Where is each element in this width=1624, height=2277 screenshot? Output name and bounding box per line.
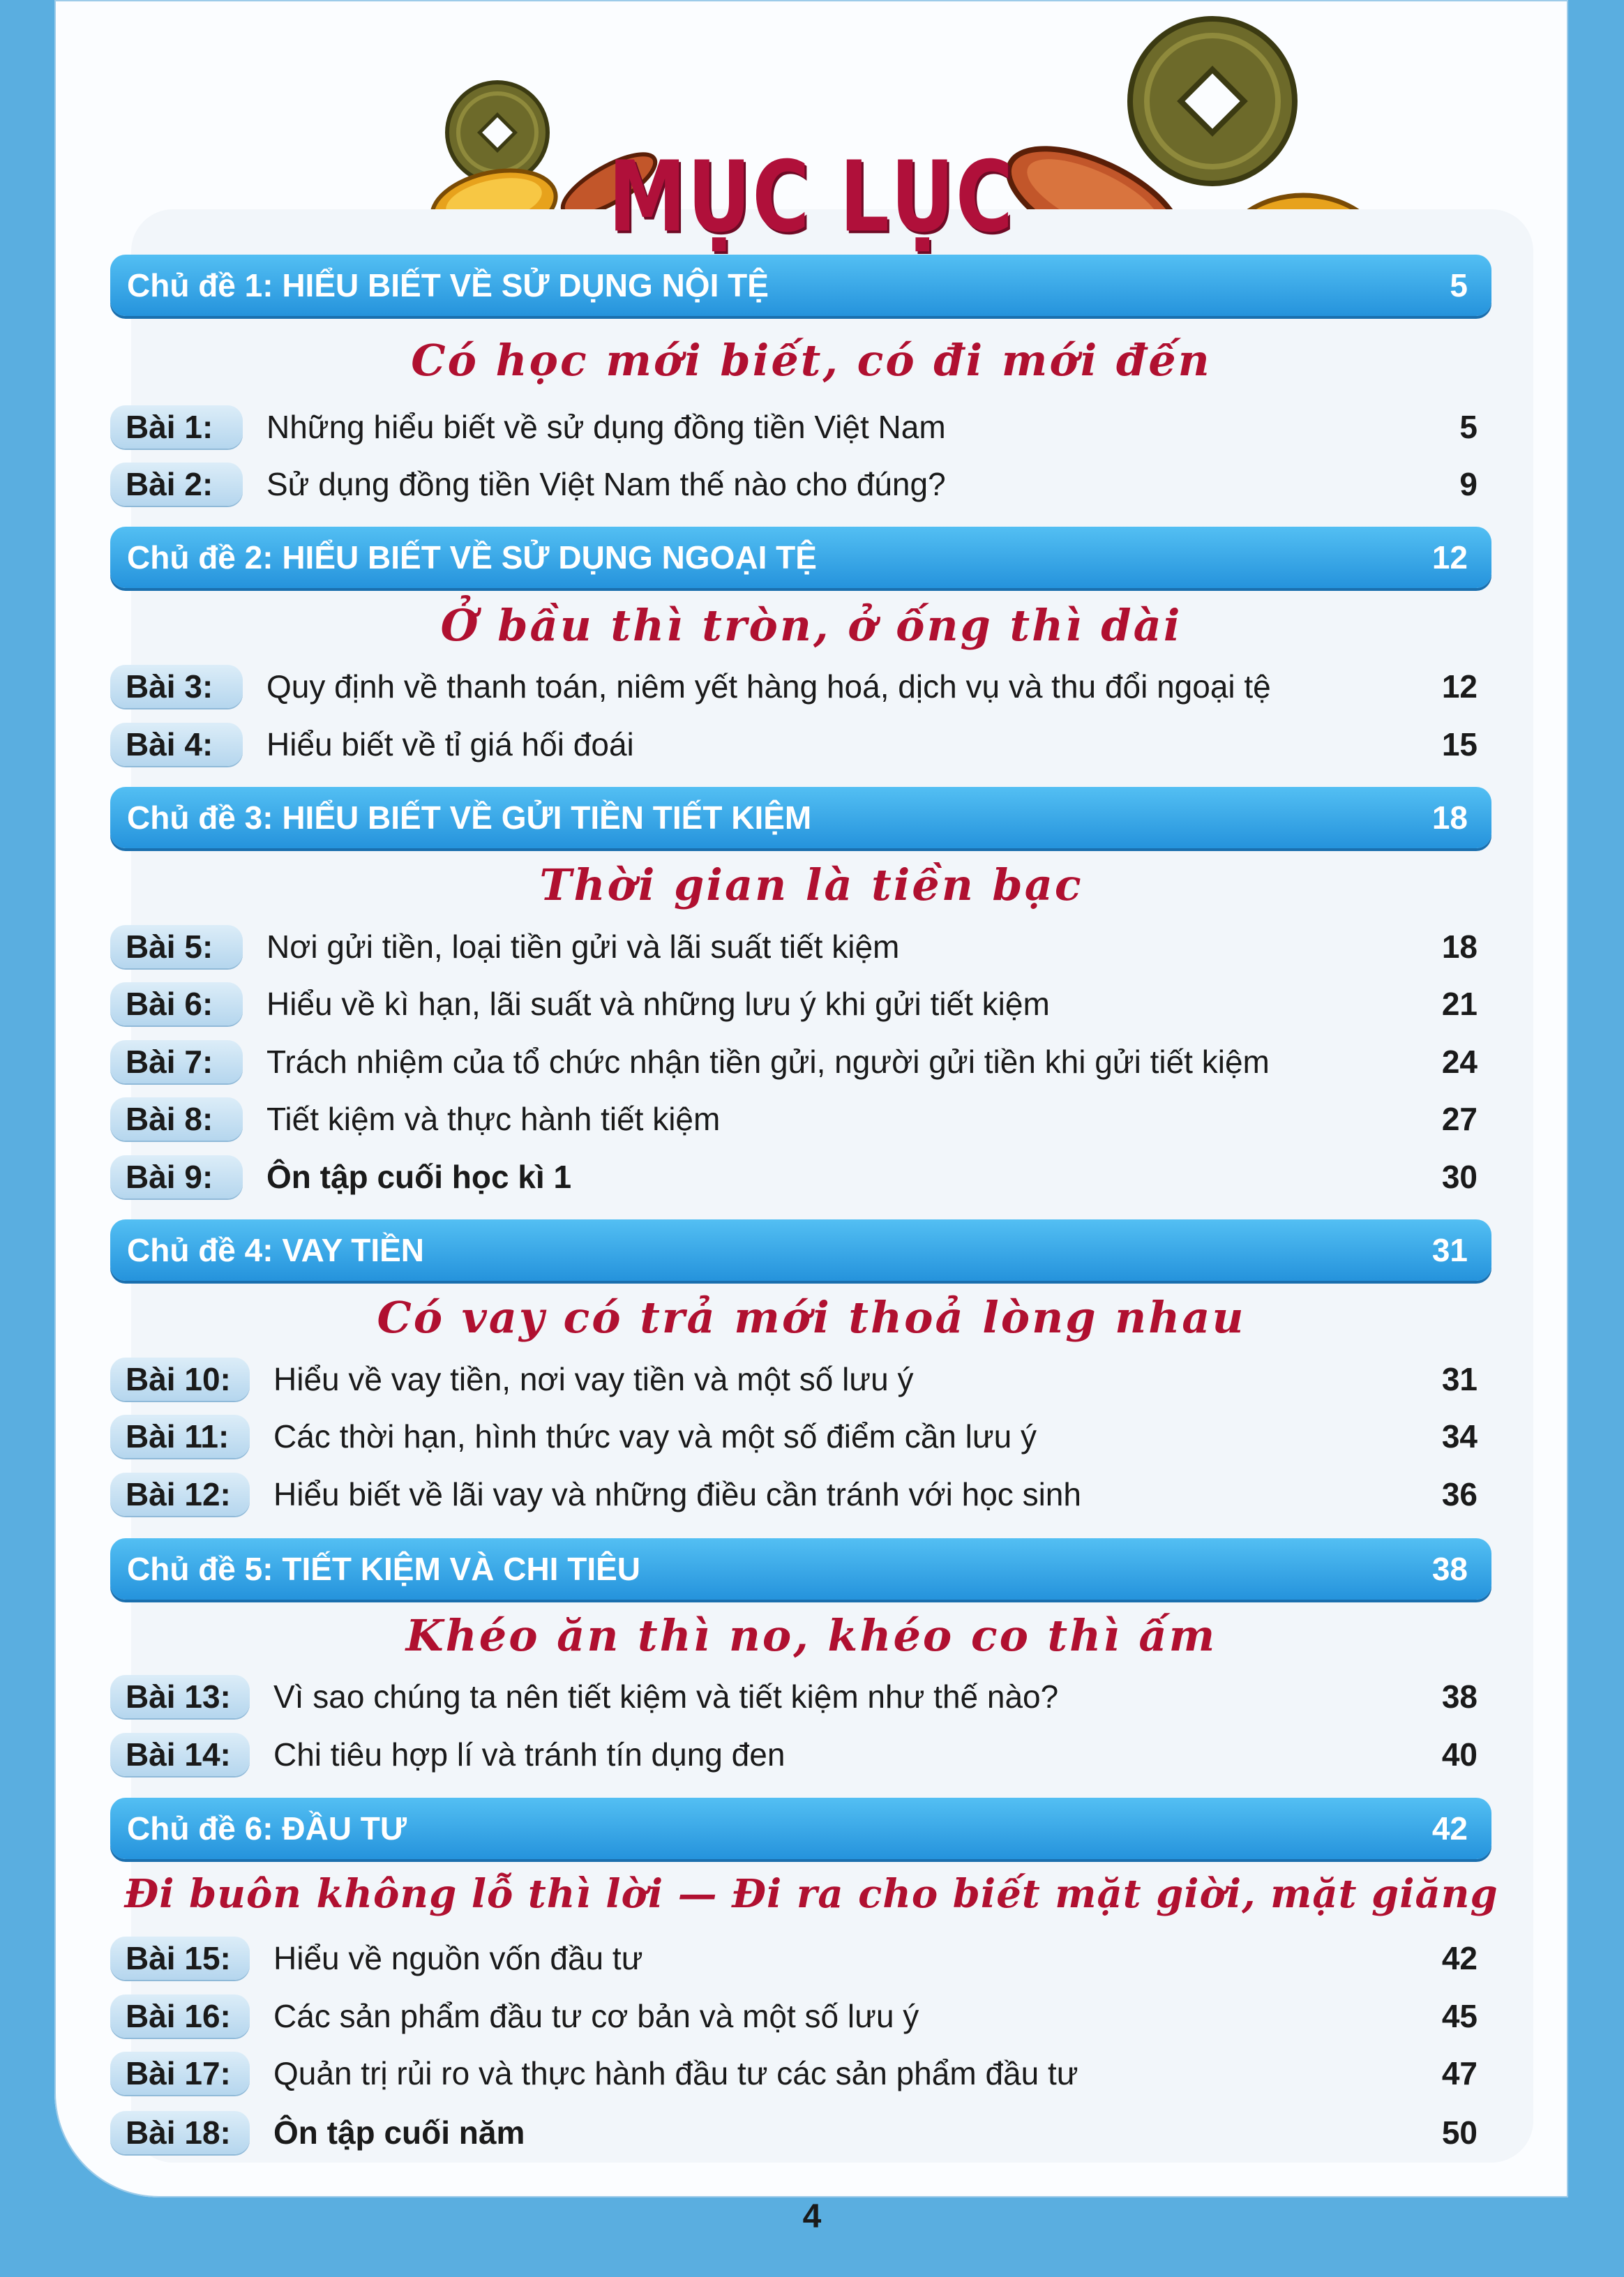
topic-bar-4[interactable] [110,1219,1491,1281]
topic-label: Chủ đề 4: VAY TIỀN [127,1232,425,1268]
lesson-row[interactable] [110,1097,1491,1141]
lesson-title: Sử dụng đồng tiền Việt Nam thế nào cho đúng? [266,466,946,502]
lesson-title: Các thời hạn, hình thức vay và một số điểm cần lưu ý [273,1418,1037,1455]
topic-page: 38 [1431,1551,1468,1587]
topic-bar-6[interactable] [110,1798,1491,1859]
lesson-tag: Bài 18: [110,2111,250,2154]
lesson-page: 31 [1441,1361,1478,1397]
topic-page: 18 [1431,799,1468,836]
lesson-tag: Bài 13: [110,1675,250,1718]
topic-bar-3[interactable] [110,787,1491,848]
lesson-tag: Bài 2: [110,463,243,506]
lesson-page: 12 [1441,668,1478,705]
lesson-title: Nơi gửi tiền, loại tiền gửi và lãi suất tiết kiệm [266,929,900,965]
lesson-row[interactable] [110,2051,1491,2096]
lesson-row[interactable] [110,1674,1491,1719]
lesson-row[interactable] [110,982,1491,1026]
lesson-page: 40 [1441,1736,1478,1773]
lesson-title: Hiểu biết về tỉ giá hối đoái [266,726,634,762]
lesson-row[interactable] [110,1994,1491,2038]
lesson-row[interactable] [110,1357,1491,1401]
topic-motto: Có học mới biết, có đi mới đến [411,335,1212,386]
lesson-page: 21 [1441,986,1478,1022]
topic-motto: Thời gian là tiền bạc [539,859,1083,910]
lesson-title: Tiết kiệm và thực hành tiết kiệm [266,1101,721,1137]
lesson-page: 15 [1441,726,1478,762]
lesson-page: 24 [1441,1044,1478,1080]
lesson-title: Hiểu biết về lãi vay và những điều cần tránh với học sinh [273,1476,1081,1512]
lesson-page: 45 [1441,1998,1478,2034]
topic-label: Chủ đề 1: HIỂU BIẾT VỀ SỬ DỤNG NỘI TỆ [127,267,769,303]
lesson-row[interactable] [110,1472,1491,1517]
lesson-tag: Bài 16: [110,1994,250,2038]
lesson-tag: Bài 17: [110,2052,250,2095]
lesson-tag: Bài 4: [110,723,243,766]
lesson-page: 9 [1459,466,1478,502]
lesson-row[interactable] [110,924,1491,969]
lesson-row[interactable] [110,1936,1491,1981]
lesson-title: Hiểu về nguồn vốn đầu tư [273,1940,643,1976]
lesson-title: Vì sao chúng ta nên tiết kiệm và tiết kiệm như thế nào? [273,1678,1059,1715]
lesson-page: 42 [1441,1940,1478,1976]
lesson-title: Các sản phẩm đầu tư cơ bản và một số lưu ý [273,1998,919,2034]
topic-bar-5[interactable] [110,1538,1491,1600]
topic-page: 31 [1431,1232,1468,1268]
title-bar [54,140,1568,255]
topic-bar-2[interactable] [110,527,1491,588]
lesson-title: Quản trị rủi ro và thực hành đầu tư các sản phẩm đầu tư [273,2055,1078,2091]
lesson-page: 27 [1441,1101,1478,1137]
lesson-tag: Bài 12: [110,1473,250,1516]
lesson-title: Ôn tập cuối học kì 1 [266,1159,572,1195]
topic-bar-1[interactable] [110,255,1491,316]
lesson-row[interactable] [110,1155,1491,1199]
lesson-tag: Bài 1: [110,405,243,449]
topic-page: 5 [1450,267,1468,303]
lesson-tag: Bài 5: [110,925,243,968]
lesson-title: Hiểu về kì hạn, lãi suất và những lưu ý khi gửi tiết kiệm [266,986,1050,1022]
lesson-page: 18 [1441,929,1478,965]
lesson-title: Chi tiêu hợp lí và tránh tín dụng đen [273,1736,785,1773]
lesson-row[interactable] [110,722,1491,767]
page-number: 4 [802,2198,822,2235]
topic-motto: Khéo ăn thì no, khéo co thì ấm [405,1610,1217,1661]
page-title: MỤC LỤC [608,140,1015,255]
lesson-tag: Bài 7: [110,1040,243,1083]
lesson-title: Hiểu về vay tiền, nơi vay tiền và một số lưu ý [273,1361,914,1397]
lesson-row[interactable] [110,1732,1491,1777]
lesson-page: 30 [1441,1159,1478,1195]
lesson-title: Những hiểu biết về sử dụng đồng tiền Việt Nam [266,409,946,445]
lesson-page: 34 [1441,1418,1478,1455]
lesson-row[interactable] [110,462,1491,506]
lesson-tag: Bài 10: [110,1358,250,1401]
lesson-page: 50 [1441,2114,1478,2151]
page-sheet [54,0,1568,2197]
topic-label: Chủ đề 6: ĐẦU TƯ [127,1810,407,1847]
lesson-row[interactable] [110,1414,1491,1459]
lesson-page: 47 [1441,2055,1478,2091]
lesson-tag: Bài 3: [110,665,243,708]
lesson-page: 5 [1459,409,1478,445]
lesson-tag: Bài 6: [110,982,243,1025]
lesson-tag: Bài 14: [110,1733,250,1776]
topic-motto: Có vay có trả mới thoả lòng nhau [377,1292,1246,1343]
lesson-page: 36 [1441,1476,1478,1512]
lesson-title: Quy định về thanh toán, niêm yết hàng hoá, dịch vụ và thu đổi ngoại tệ [266,668,1271,705]
topic-page: 12 [1431,539,1468,576]
lesson-title: Trách nhiệm của tổ chức nhận tiền gửi, người gửi tiền khi gửi tiết kiệm [266,1044,1270,1080]
lesson-row[interactable] [110,405,1491,449]
topic-motto: Ở bầu thì tròn, ở ống thì dài [440,600,1182,651]
lesson-page: 38 [1441,1678,1478,1715]
topic-label: Chủ đề 3: HIỂU BIẾT VỀ GỬI TIỀN TIẾT KIỆM [127,799,812,836]
lesson-tag: Bài 11: [110,1415,250,1458]
lesson-row[interactable] [110,664,1491,709]
lesson-row[interactable] [110,1039,1491,1084]
topic-label: Chủ đề 5: TIẾT KIỆM VÀ CHI TIÊU [127,1551,641,1587]
lesson-tag: Bài 15: [110,1937,250,1980]
topic-page: 42 [1431,1810,1468,1847]
lesson-row[interactable] [110,2110,1491,2155]
lesson-title: Ôn tập cuối năm [273,2114,525,2151]
lesson-tag: Bài 9: [110,1155,243,1198]
lesson-tag: Bài 8: [110,1097,243,1141]
topic-motto: Đi buôn không lỗ thì lời — Đi ra cho biết mặt giời, mặt giăng [124,1871,1498,1917]
topic-label: Chủ đề 2: HIỂU BIẾT VỀ SỬ DỤNG NGOẠI TỆ [127,539,817,576]
